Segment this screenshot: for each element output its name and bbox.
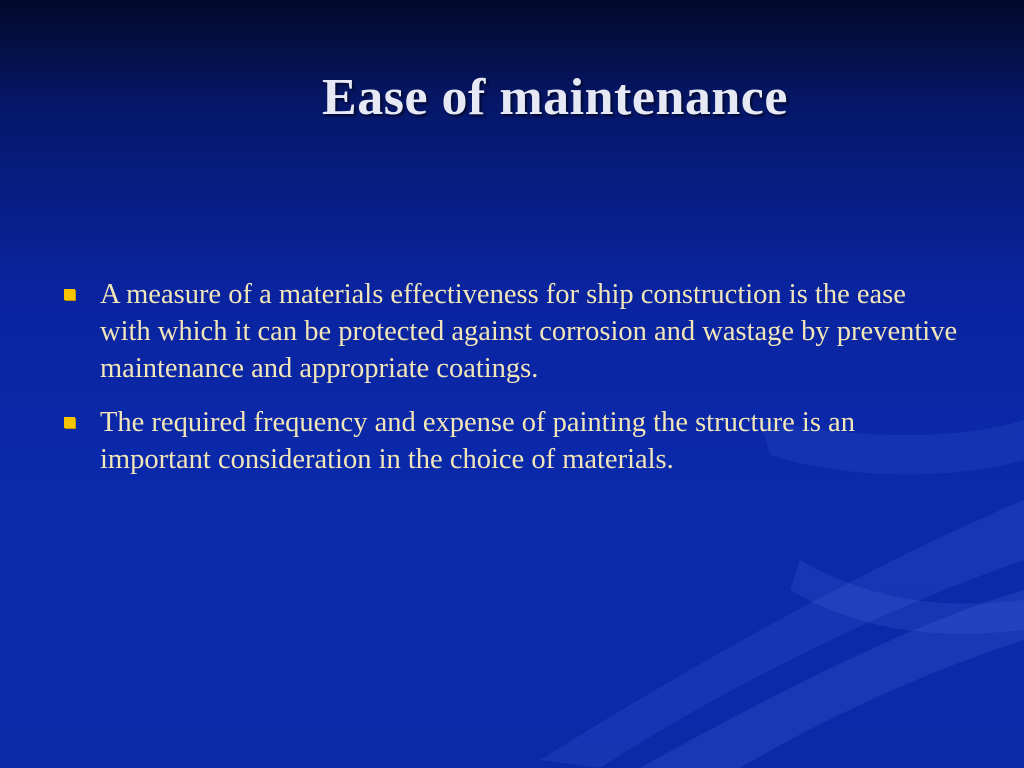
bullet-list <box>62 276 962 495</box>
bullet-text: The required frequency and expense of painting the structure is an important consideration in the choice of materials. <box>100 407 855 475</box>
bullet-item <box>62 276 962 387</box>
bullet-item <box>62 404 962 478</box>
square-bullet-icon <box>64 417 75 428</box>
bullet-text: A measure of a materials effectiveness for ship construction is the ease with which it can be protected against corrosion and wastage by preventive maintenance and appropriate coatings. <box>100 279 958 384</box>
square-bullet-icon <box>64 289 75 300</box>
slide-title: Ease of maintenance <box>322 69 788 126</box>
